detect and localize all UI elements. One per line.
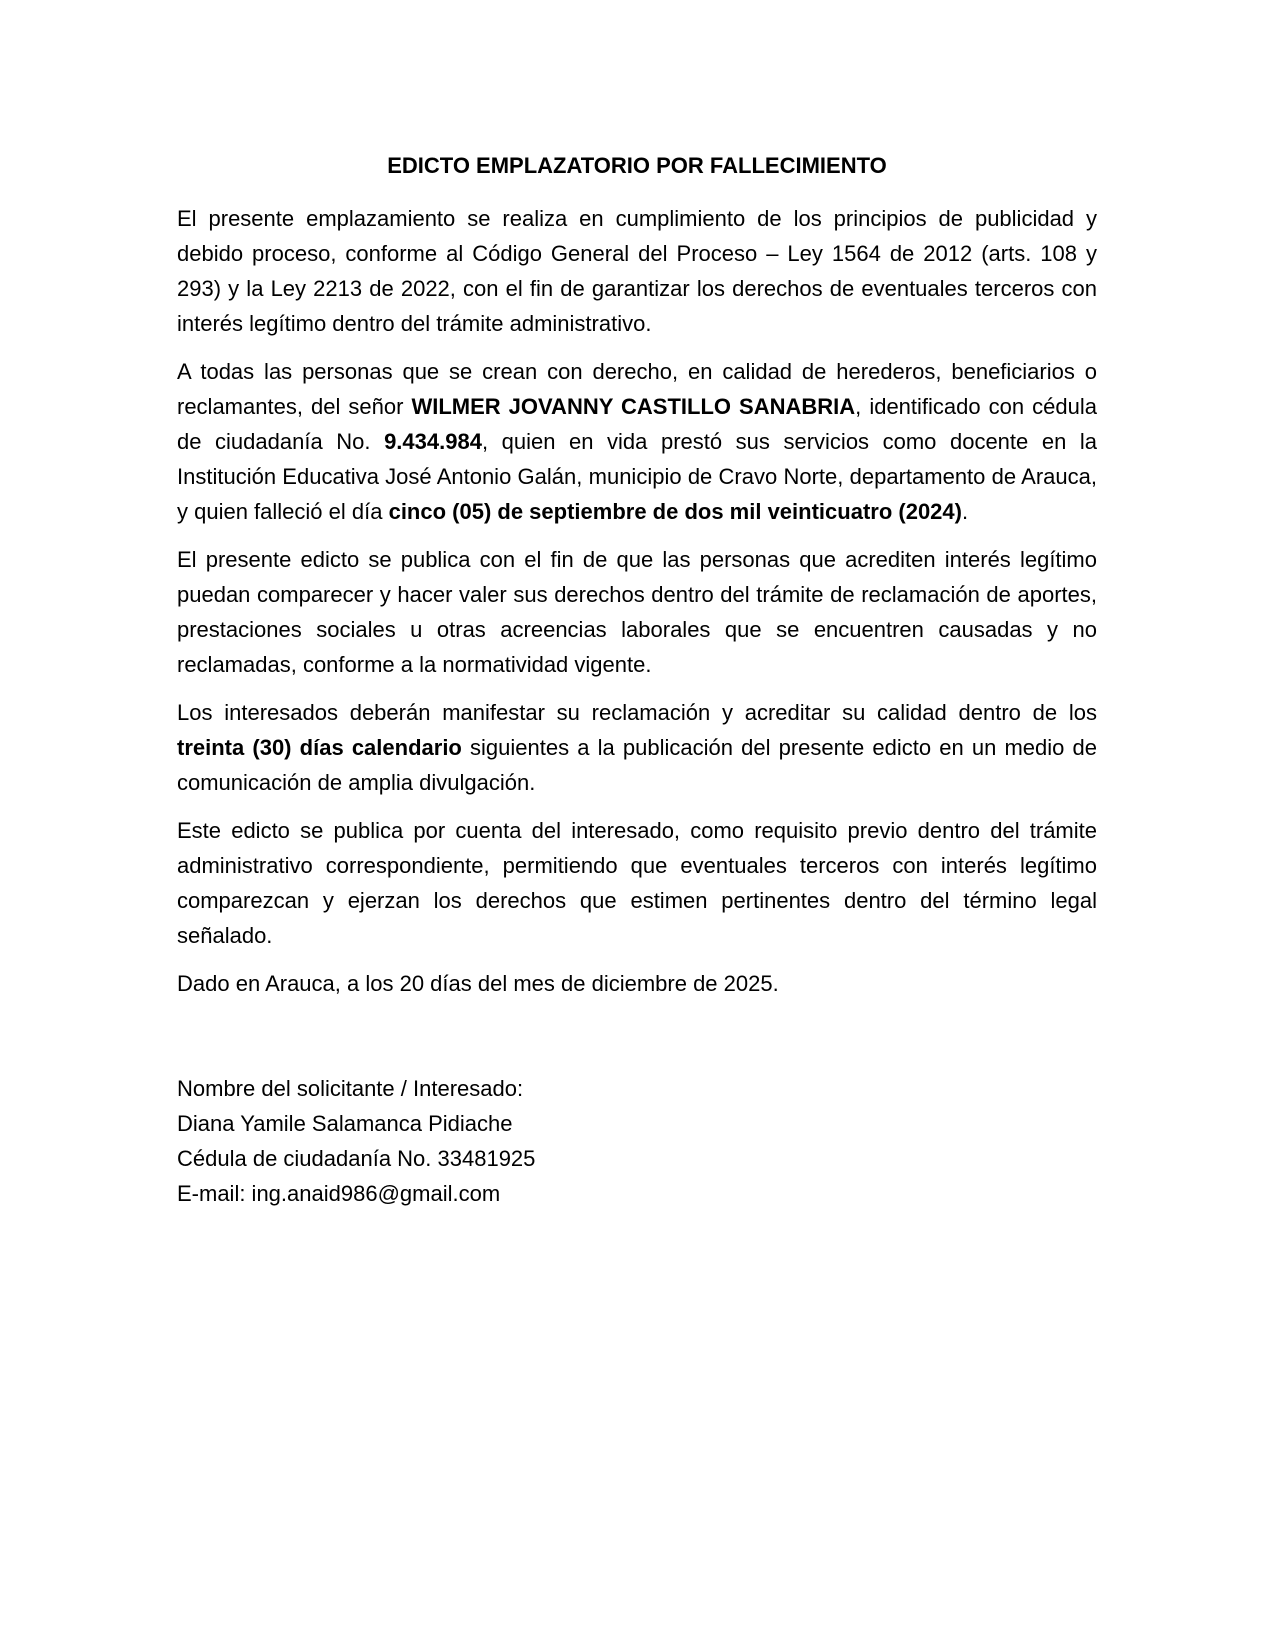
paragraphs <box>177 201 1097 953</box>
paragraph: Este edicto se publica por cuenta del interesado, como requisito previo dentro del trámite administrativo correspondiente, permitiendo que eventuales terceros con interés legítimo comparezcan y ejerzan los derechos que estimen pertinentes dentro del término legal señalado. <box>177 818 1097 948</box>
document-title: EDICTO EMPLAZATORIO POR FALLECIMIENTO <box>387 153 887 178</box>
signature-name: Diana Yamile Salamanca Pidiache <box>177 1111 513 1136</box>
signature-email: E-mail: ing.anaid986@gmail.com <box>177 1181 501 1206</box>
closing-line: Dado en Arauca, a los 20 días del mes de diciembre de 2025. <box>177 971 779 996</box>
signature-block <box>177 1071 1097 1211</box>
paragraph: Los interesados deberán manifestar su reclamación y acreditar su calidad dentro de los treinta (30) días calendario siguientes a la publicación del presente edicto en un medio de comunicación de amplia divulgación. <box>177 700 1098 795</box>
paragraph: A todas las personas que se crean con derecho, en calidad de herederos, beneficiarios o reclamantes, del señor WILMER JOVANNY CASTILLO SANABRIA, identificado con cédula de ciudadanía No. 9.434.984, quien en vida prestó sus servicios como docente en la Institución Educativa José Antonio Galán, municipio de Cravo Norte, departamento de Arauca, y quien falleció el día cinco (05) de septiembre de dos mil veinticuatro (2024). <box>177 359 1097 524</box>
paragraph: El presente emplazamiento se realiza en cumplimiento de los principios de publicidad y debido proceso, conforme al Código General del Proceso – Ley 1564 de 2012 (arts. 108 y 293) y la Ley 2213 de 2022, con el fin de garantizar los derechos de eventuales terceros con interés legítimo dentro del trámite administrativo. <box>177 206 1097 336</box>
signature-label: Nombre del solicitante / Interesado: <box>177 1076 524 1101</box>
paragraph: El presente edicto se publica con el fin de que las personas que acrediten interés legítimo puedan comparecer y hacer valer sus derechos dentro del trámite de reclamación de aportes, prestaciones sociales u otras acreencias laborales que se encuentren causadas y no reclamadas, conforme a la normatividad vigente. <box>177 547 1097 677</box>
signature-id: Cédula de ciudadanía No. 33481925 <box>177 1146 536 1171</box>
